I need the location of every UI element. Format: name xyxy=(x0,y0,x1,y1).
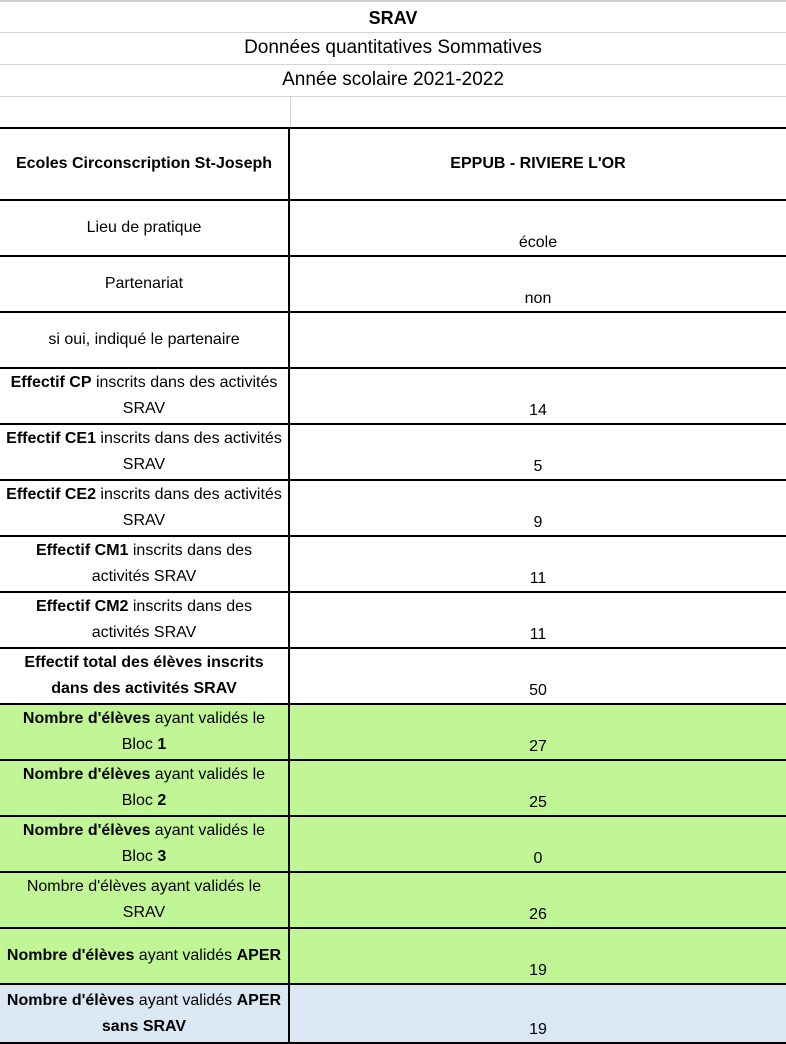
column-school-header[interactable]: EPPUB - RIVIERE L'OR xyxy=(290,129,786,201)
row-value[interactable]: 27 xyxy=(290,705,786,761)
row-value[interactable]: 9 xyxy=(290,481,786,537)
row-label[interactable] xyxy=(0,873,290,929)
row-label-text: Effectif CM1 inscrits dans des activités SRAV xyxy=(35,542,253,585)
row-value[interactable]: non xyxy=(290,257,786,313)
table-row xyxy=(0,761,786,817)
row-label-bold: Effectif CM1 xyxy=(35,542,129,559)
row-label[interactable] xyxy=(0,817,290,873)
row-value[interactable]: 5 xyxy=(290,425,786,481)
row-label-text: Lieu de pratique xyxy=(86,219,202,236)
school-year: Année scolaire 2021-2022 xyxy=(0,65,786,97)
row-label-text: si oui, indiqué le partenaire xyxy=(48,331,240,348)
table-row xyxy=(0,537,786,593)
row-label[interactable] xyxy=(0,929,290,985)
row-label[interactable] xyxy=(0,705,290,761)
row-value[interactable]: 50 xyxy=(290,649,786,705)
row-label-bold-suffix: 2 xyxy=(157,792,167,809)
blank-row xyxy=(0,97,786,128)
table-row xyxy=(0,817,786,873)
row-label-bold: Effectif CE2 xyxy=(6,486,96,503)
row-label-bold-suffix: 1 xyxy=(157,736,167,753)
row-label-bold: Effectif CM2 xyxy=(35,598,129,615)
row-label-bold: Nombre d'élèves xyxy=(22,822,151,839)
row-label[interactable] xyxy=(0,257,290,313)
row-label-text: Effectif CE2 inscrits dans des activités SRAV xyxy=(6,486,282,529)
row-label-text: Nombre d'élèves ayant validés le Bloc 3 xyxy=(22,822,266,865)
row-value[interactable]: 26 xyxy=(290,873,786,929)
row-label-text: Nombre d'élèves ayant validés le Bloc 2 xyxy=(22,766,266,809)
table-row xyxy=(0,649,786,705)
row-label-text: Effectif CE1 inscrits dans des activités SRAV xyxy=(6,430,282,473)
sheet-title: SRAV xyxy=(0,0,786,33)
table-row xyxy=(0,593,786,649)
row-label-bold: Nombre d'élèves xyxy=(6,947,135,964)
row-value[interactable]: 0 xyxy=(290,817,786,873)
row-label[interactable] xyxy=(0,201,290,257)
column-label-header[interactable]: Ecoles Circonscription St-Joseph xyxy=(0,129,290,201)
row-label-text: Effectif CM2 inscrits dans des activités SRAV xyxy=(35,598,253,641)
row-label-bold-suffix: APER xyxy=(236,947,282,964)
row-value[interactable]: 11 xyxy=(290,593,786,649)
row-label[interactable] xyxy=(0,593,290,649)
row-value[interactable]: 19 xyxy=(290,985,786,1044)
row-label-text: Partenariat xyxy=(104,275,184,292)
row-label-bold-suffix: APER sans SRAV xyxy=(101,991,282,1035)
row-label-bold: Nombre d'élèves xyxy=(22,710,151,727)
row-label-bold: Nombre d'élèves xyxy=(22,766,151,783)
row-value[interactable]: 19 xyxy=(290,929,786,985)
row-label-text: Nombre d'élèves ayant validés APER xyxy=(6,947,282,964)
table-row xyxy=(0,369,786,425)
table-row xyxy=(0,201,786,257)
row-label-text: Nombre d'élèves ayant validés APER sans SRAV xyxy=(6,991,282,1035)
row-label-text: Nombre d'élèves ayant validés le Bloc 1 xyxy=(22,710,266,753)
row-label[interactable] xyxy=(0,537,290,593)
row-value[interactable] xyxy=(290,313,786,369)
row-label[interactable] xyxy=(0,313,290,369)
row-label[interactable] xyxy=(0,425,290,481)
row-label-bold-suffix: 3 xyxy=(157,848,167,865)
row-value[interactable]: école xyxy=(290,201,786,257)
row-label-bold: Nombre d'élèves xyxy=(6,991,135,1009)
sheet-subtitle: Données quantitatives Sommatives xyxy=(0,33,786,65)
table-row xyxy=(0,425,786,481)
row-value[interactable]: 11 xyxy=(290,537,786,593)
row-value[interactable]: 14 xyxy=(290,369,786,425)
row-label-bold: Effectif CP xyxy=(10,374,92,391)
row-label-text: Effectif CP inscrits dans des activités SRAV xyxy=(10,374,278,417)
row-label[interactable] xyxy=(0,369,290,425)
table-row xyxy=(0,313,786,369)
row-label[interactable] xyxy=(0,481,290,537)
row-value[interactable]: 25 xyxy=(290,761,786,817)
row-label-bold: Effectif CE1 xyxy=(6,430,96,447)
row-label-bold: Effectif total des élèves inscrits dans des activités SRAV xyxy=(24,654,264,697)
table-row xyxy=(0,929,786,985)
row-label-text xyxy=(6,650,282,702)
row-label[interactable] xyxy=(0,761,290,817)
table-row xyxy=(0,705,786,761)
table-row xyxy=(0,257,786,313)
row-label[interactable] xyxy=(0,649,290,705)
row-label[interactable] xyxy=(0,985,290,1044)
table-header-row xyxy=(0,129,786,201)
table-row xyxy=(0,985,786,1044)
table-row xyxy=(0,481,786,537)
table-row xyxy=(0,873,786,929)
row-label-text: Nombre d'élèves ayant validés le SRAV xyxy=(26,878,262,921)
